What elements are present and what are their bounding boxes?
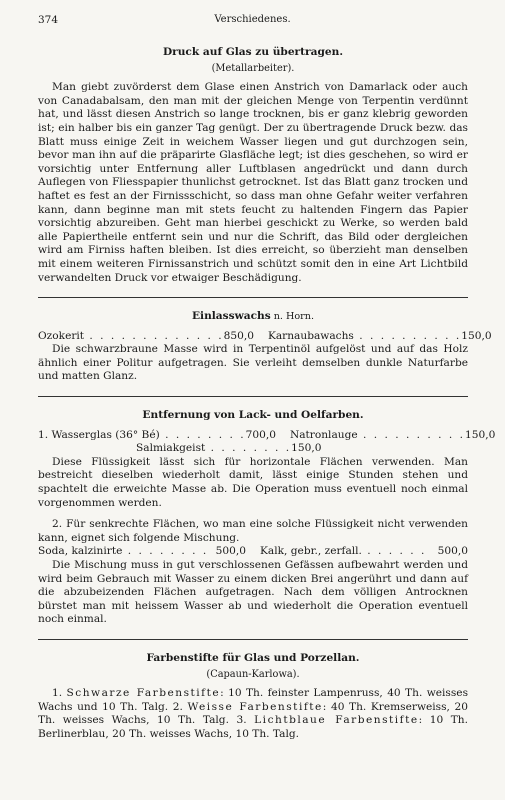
paragraph: 2. Für senkrechte Flächen, wo man eine solche Flüssigkeit nicht verwenden kann, eignet sich folgende Mischung. (38, 518, 468, 544)
paragraph: Man giebt zuvörderst dem Glase einen Anstrich von Damarlack oder auch von Canadabalsam, den man mit der gleichen Menge von Terpentin verdünnt hat, und lässt diesen Anstrich so lange trocknen, bis er ganz klebrig geworden ist; ein halber bis ein ganzer Tag genügt. Der zu übertragende Druck bezw. das Blatt muss einige Zeit in weichem Wasser liegen und gut durchzogen sein, bevor man ihn auf die präparirte Glasfläche legt; ist dies geschehen, so wird er vorsichtig unter Entfernung aller Luftblasen angedrückt und dann durch Auflegen von Fliesspapier thunlichst getrocknet. Ist das Blatt ganz trocken und haftet es fest an der Firnissschicht, so dass man ohne Gefahr weiter verfahren kann, dann beginne man mit stets feucht zu haltenden Fingern das Papier vorsichtig abzureiben. Geht man hierbei geschickt zu Werke, so werden bald alle Papiertheile entfernt sein und nur die Schrift, das Bild oder dergleichen wird am Firniss haften bleiben. Ist dies erreicht, so überzieht man denselben mit einem weiteren Firnissanstrich und schützt somit den in eine Art Lichtbild verwandelten Druck vor etwaiger Beschädigung. (38, 81, 468, 284)
section-subtitle: (Capaun-Karlowa). (206, 668, 300, 680)
section-title: Druck auf Glas zu übertragen. (162, 46, 344, 58)
page-number: 374 (38, 14, 59, 26)
ingredient-value: 150,0 (291, 442, 322, 455)
ingredient-value: 500,0 (215, 545, 246, 558)
ingredient-value: 150,0 (465, 428, 496, 441)
section-divider (38, 639, 468, 640)
ingredient-value: 850,0 (223, 329, 254, 342)
spaced-term: Lichtblaue Farbenstifte (254, 714, 419, 727)
page-header (38, 14, 467, 30)
title-attribution: n. Horn. (270, 311, 314, 323)
ingredient-name: Karnaubawachs (267, 329, 354, 342)
recipe-row: Soda, kalzinirte . . . . . . . . 500,0 Kalk, gebr., zerfall. . . . . . . 500,0 (38, 545, 468, 558)
ingredient-name: 1. Wasserglas (36° Bé) (38, 428, 160, 441)
running-title: Verschiedenes. (214, 14, 291, 25)
section-title: Entfernung von Lack- und Oelfarben. (142, 409, 364, 422)
section-title (38, 310, 468, 324)
paragraph: Die schwarzbraune Masse wird in Terpentinöl aufgelöst und auf das Holz ähnlich einer Politur aufgetragen. Sie verleiht demselben dunkle Naturfarbe und matten Glanz. (38, 343, 468, 383)
ingredient-name: Ozokerit (38, 329, 85, 342)
ingredient-value: 700,0 (245, 428, 276, 441)
recipe-row: 1. Wasserglas (36° Bé) . . . . . . . . 700,0 Natronlauge . . . . . . . . . . 150,0 (38, 428, 496, 441)
section-divider (38, 396, 468, 397)
ingredient-name: Soda, kalzinirte (38, 545, 123, 558)
paragraph: 1. Schwarze Farbenstifte: 10 Th. feinster Lampenruss, 40 Th. weisses Wachs und 10 Th. Talg. 2. Weisse Farbenstifte: 40 Th. Kremserweiss, 20 Th. weisses Wachs, 10 Th. Talg. 3. Lichtblaue Farbenstifte: 10 Th. Berlinerblau, 20 Th. weisses Wachs, 10 Th. Talg. (38, 687, 469, 740)
paragraph: Die Mischung muss in gut verschlossenen Gefässen aufbewahrt werden und wird beim Gebrauch mit Wasser zu einem dicken Brei angerührt und dann auf die abzubeizenden Flächen aufgetragen. Nach dem völligen Antrocknen bürstet man mit heissem Wasser ab und wiederholt die Operation eventuell noch einmal. (38, 559, 468, 626)
ingredient-value: 500,0 (437, 545, 468, 558)
recipe-row: Ozokerit . . . . . . . . . . . . . 850,0 Karnaubawachs . . . . . . . . . . 150,0 (38, 329, 492, 342)
section-divider (38, 297, 468, 298)
spaced-term: Schwarze Farbenstifte (66, 687, 221, 700)
recipe-row: Salmiakgeist . . . . . . . . 150,0 (136, 442, 322, 455)
section-title: Farbenstifte für Glas und Porzellan. (146, 651, 360, 664)
section-subtitle: (Metallarbeiter). (211, 62, 295, 74)
spaced-term: Weisse Farbenstifte (187, 700, 323, 713)
page-body (38, 46, 496, 742)
ingredient-name: Kalk, gebr., zerfall. (260, 545, 362, 558)
ingredient-name: Natronlauge (289, 428, 358, 441)
paragraph: Diese Flüssigkeit lässt sich für horizontale Flächen verwenden. Man bestreicht dieselben wiederholt damit, lässt einige Stunden stehen und spachtelt die erweichte Masse ab. Die Operation muss eventuell noch einmal vorgenommen werden. (38, 455, 468, 509)
title-main: Einlasswachs (191, 310, 271, 323)
ingredient-name: Salmiakgeist (136, 442, 206, 455)
ingredient-value: 150,0 (461, 329, 492, 342)
